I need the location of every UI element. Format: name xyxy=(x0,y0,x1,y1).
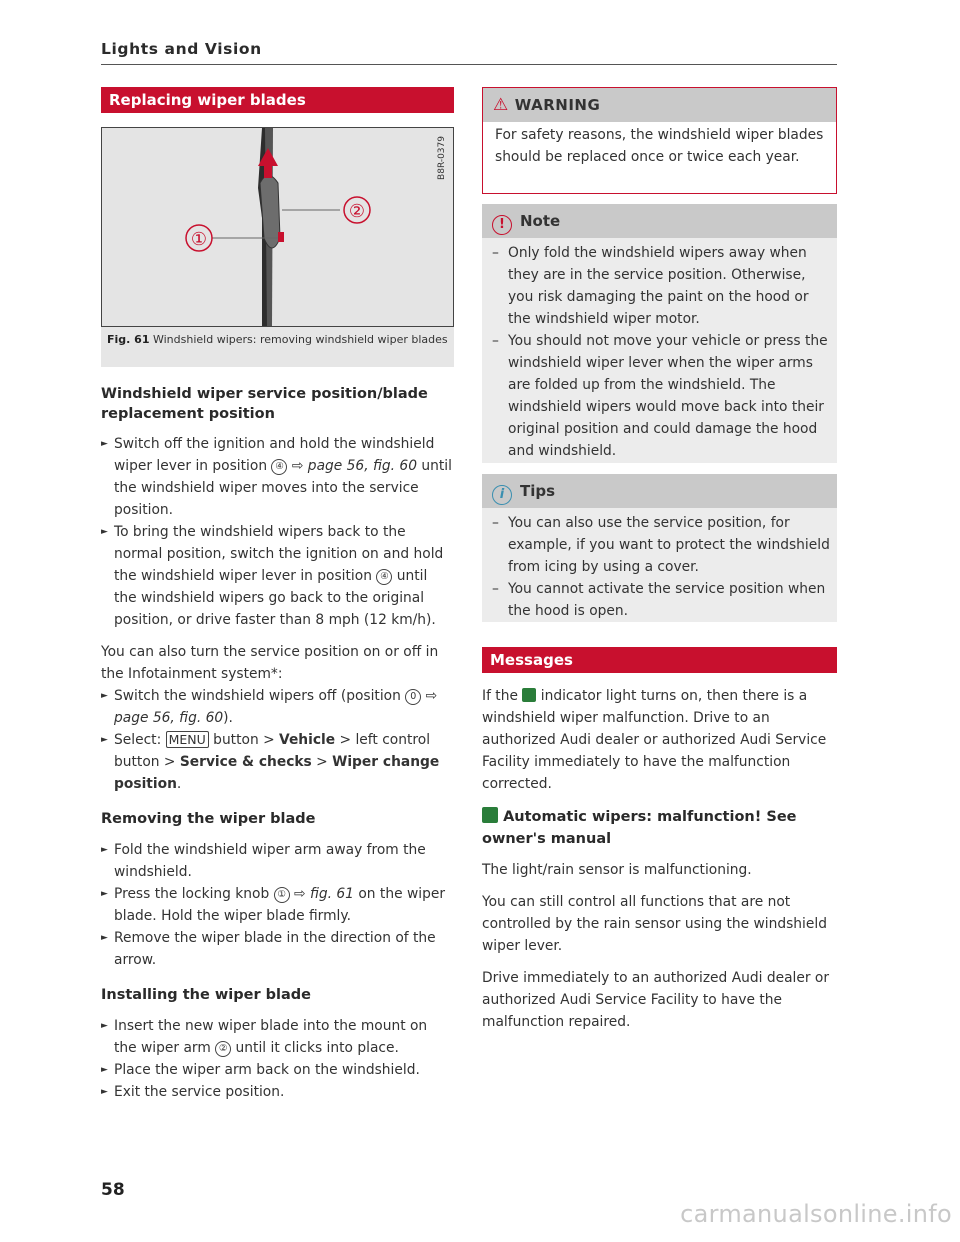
knob-1-ref: ① xyxy=(274,887,290,903)
para-still-control: You can still control all functions that are not controlled by the rain sensor using the windshield wiper lever. xyxy=(482,894,827,954)
note-title: Note xyxy=(520,212,561,230)
section-title-messages: Messages xyxy=(482,647,837,673)
warning-title: WARNING xyxy=(514,96,601,114)
heading-removing-blade: Removing the wiper blade xyxy=(101,811,316,827)
section-title-replacing-wiper-blades: Replacing wiper blades xyxy=(101,87,454,113)
note-item-1: – Only fold the windshield wipers away when they are in the service position. Otherwise, you risk damaging the paint on the hood or the windshield wiper motor. xyxy=(482,242,832,330)
figure-label-1: ① xyxy=(190,229,208,250)
warning-triangle-icon: ⚠ xyxy=(493,95,509,115)
bullet-remove-blade: ► Remove the wiper blade in the direction of the arrow. xyxy=(101,927,454,971)
position-0-ref: 0 xyxy=(405,689,421,705)
b4-text: Select: xyxy=(114,732,162,748)
bullet-switch-off-ignition xyxy=(101,433,454,521)
wiper-indicator-icon xyxy=(522,688,536,702)
heading-service-position: Windshield wiper service position/blade replacement position xyxy=(101,386,428,422)
bullet-fold-arm: ► Fold the windshield wiper arm away from the windshield. xyxy=(101,839,454,883)
tips-box xyxy=(482,474,837,622)
figure-caption xyxy=(101,327,454,367)
tips-header xyxy=(482,474,837,508)
caption-number: Fig. 61 xyxy=(107,333,150,346)
caption-text: Windshield wipers: removing windshield wiper blades xyxy=(152,333,448,346)
para-indicator-light xyxy=(482,685,837,795)
heading-installing-blade: Installing the wiper blade xyxy=(101,987,311,1003)
tips-item-2: – You cannot activate the service position when the hood is open. xyxy=(482,578,832,622)
b4-wiper: Wiper change position xyxy=(114,754,440,792)
i1-text: Insert the new wiper blade into the mount on the wiper arm xyxy=(114,1018,428,1056)
bullet-insert-blade xyxy=(101,1015,454,1059)
bullet-select-menu xyxy=(101,729,454,795)
b3-post: ). xyxy=(223,710,233,726)
figure-wiper-blade xyxy=(101,127,454,327)
heading-automatic-wipers xyxy=(482,806,837,850)
tips-title: Tips xyxy=(520,482,556,500)
arm-2-ref: ② xyxy=(215,1041,231,1057)
bullet-press-knob xyxy=(101,883,454,927)
note-icon: ! xyxy=(492,215,512,235)
tips-item-1: – You can also use the service position, for example, if you want to protect the windshield from icing by using a cover. xyxy=(482,512,832,578)
bullet-place-arm: ► Place the wiper arm back on the windshield. xyxy=(101,1059,454,1081)
i1-post: until it clicks into place. xyxy=(231,1040,399,1056)
page-header-title: Lights and Vision xyxy=(101,40,262,58)
b4-mid2: > left control button > xyxy=(114,732,431,770)
auto-heading-text: Automatic wipers: malfunction! See owner's manual xyxy=(482,809,797,847)
para-sensor-malfunction: The light/rain sensor is malfunctioning. xyxy=(482,862,752,878)
msg-post: indicator light turns on, then there is a windshield wiper malfunction. Drive to an authorized Audi dealer or authorized Audi Service Facility immediately to have the malfunction corrected. xyxy=(482,688,827,792)
rain-sensor-icon xyxy=(482,807,498,823)
b1-link[interactable]: ⇨ page 56, fig. 60 xyxy=(291,458,417,474)
figure-code: B8R-0379 xyxy=(437,136,447,180)
b4-vehicle: Vehicle xyxy=(279,732,336,748)
position-4-ref: ④ xyxy=(271,459,287,475)
b4-gt: > xyxy=(311,754,333,770)
b4-end: . xyxy=(176,776,182,792)
warning-box xyxy=(482,87,837,194)
para-drive-to-dealer: Drive immediately to an authorized Audi dealer or authorized Audi Service Facility to have the malfunction repaired. xyxy=(482,970,830,1030)
header-divider xyxy=(101,64,837,65)
b4-mid: button > xyxy=(208,732,280,748)
note-item-2: – You should not move your vehicle or press the windshield wiper lever when the wiper arms are folded up from the windshield. The windshield wipers would move back into their original position and could damage the hood and windshield. xyxy=(482,330,832,462)
b2-post: until the windshield wipers go back to the original position, or drive faster than 8 mph (12 km/h). xyxy=(114,568,436,628)
r2-post: on the wiper blade. Hold the wiper blade firmly. xyxy=(114,886,445,924)
msg-pre: If the xyxy=(482,688,518,704)
r2-link[interactable]: ⇨ fig. 61 xyxy=(294,886,354,902)
b1-post: until the windshield wiper moves into the service position. xyxy=(114,458,452,518)
note-header xyxy=(482,204,837,238)
warning-header xyxy=(483,88,836,122)
page-number: 58 xyxy=(101,1180,125,1200)
b2-text: To bring the windshield wipers back to the normal position, switch the ignition on and hold the windshield wiper lever in position xyxy=(114,524,444,584)
warning-text: For safety reasons, the windshield wiper blades should be replaced once or twice each year. xyxy=(495,127,824,165)
para-infotainment: You can also turn the service position on or off in the Infotainment system*: xyxy=(101,644,439,682)
bullet-exit-service: ► Exit the service position. xyxy=(101,1081,454,1103)
b4-service: Service & checks xyxy=(179,754,312,770)
figure-label-2: ② xyxy=(348,201,366,222)
b3-text: Switch the windshield wipers off (position xyxy=(114,688,401,704)
position-4-ref-2: ④ xyxy=(376,569,392,585)
wiper-illustration xyxy=(102,128,453,326)
bullet-switch-wipers-off xyxy=(101,685,454,729)
r2-text: Press the locking knob xyxy=(114,886,270,902)
menu-key: MENU xyxy=(166,731,209,748)
b3-link[interactable]: ⇨ page 56, fig. 60 xyxy=(114,688,438,726)
bullet-back-to-normal xyxy=(101,521,454,631)
note-box xyxy=(482,204,837,463)
watermark: carmanualsonline.info xyxy=(680,1200,952,1228)
b1-text: Switch off the ignition and hold the windshield wiper lever in position xyxy=(114,436,435,474)
info-icon: i xyxy=(492,485,512,505)
